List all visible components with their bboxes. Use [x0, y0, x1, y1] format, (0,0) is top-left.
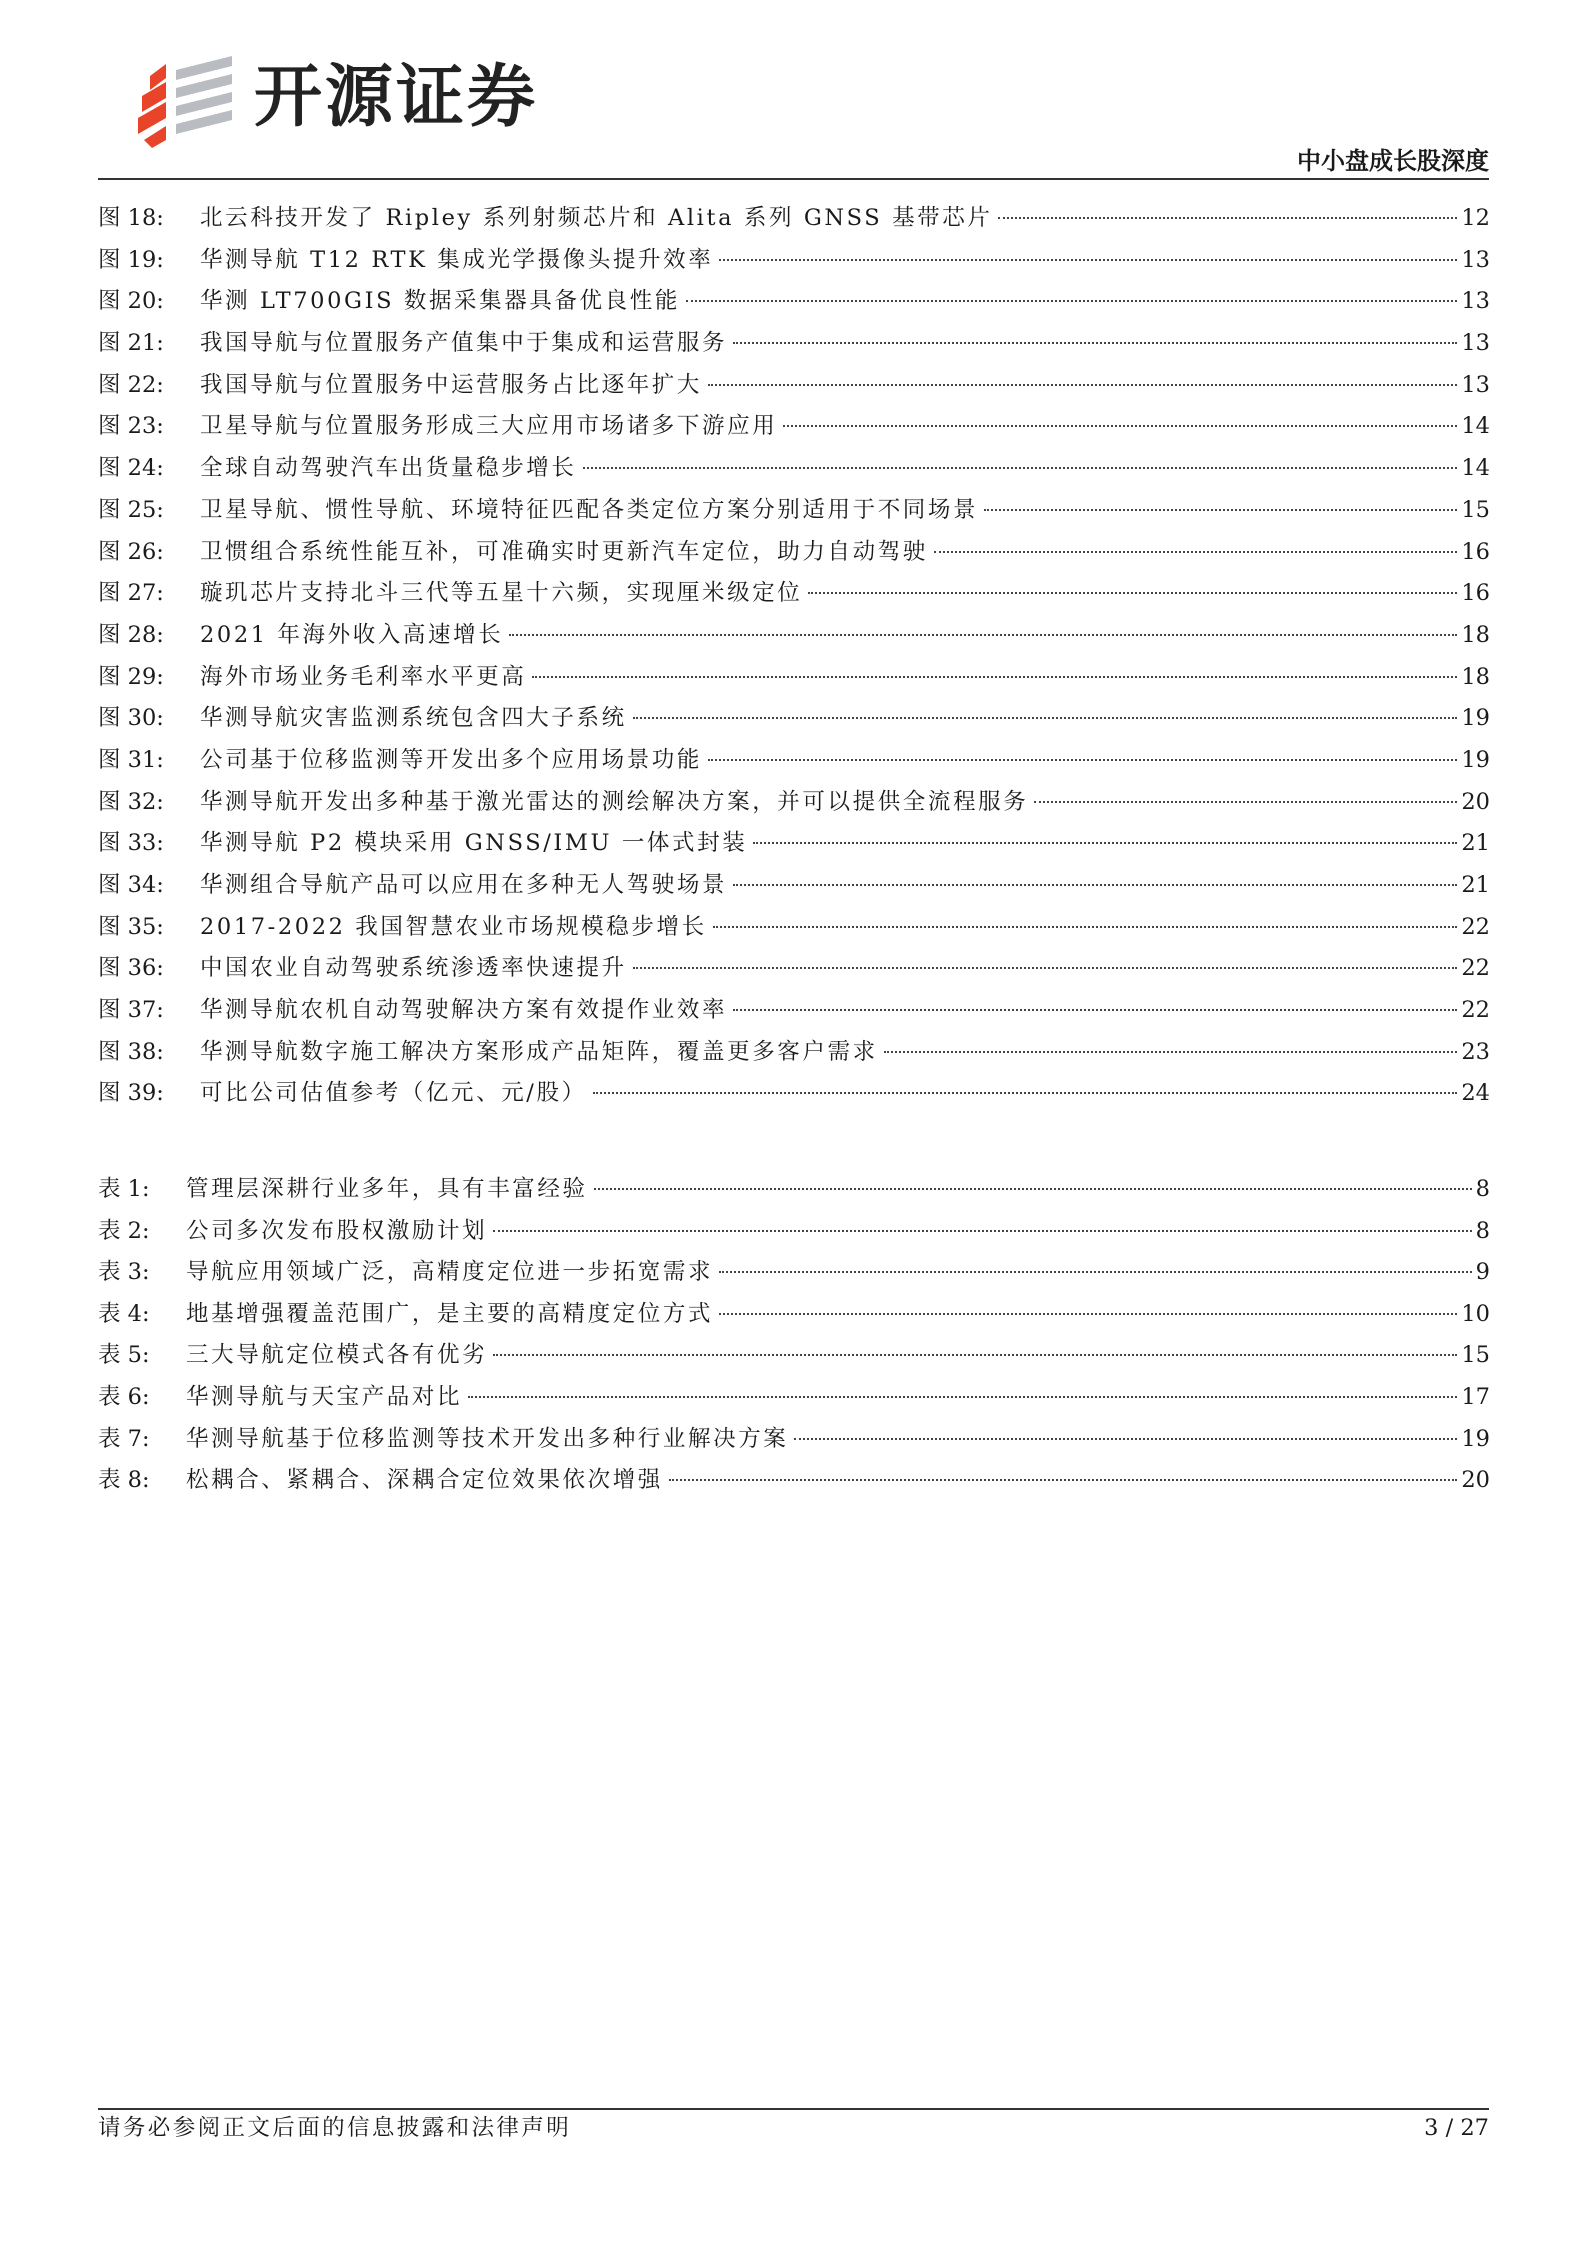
figure-entry[interactable] — [98, 1073, 1490, 1115]
figure-number: 图 29: — [98, 663, 164, 690]
figure-title: 华测导航数字施工解决方案形成产品矩阵，覆盖更多客户需求 — [200, 1038, 878, 1065]
figure-number: 图 33: — [98, 830, 164, 857]
figure-title: 卫星导航、惯性导航、环境特征匹配各类定位方案分别适用于不同场景 — [200, 496, 979, 523]
dot-leader — [984, 508, 1457, 511]
figure-title: 海外市场业务毛利率水平更高 — [200, 663, 527, 690]
table-page: 8 — [1475, 1176, 1490, 1202]
table-page: 10 — [1461, 1300, 1490, 1327]
figure-number: 图 19: — [98, 246, 164, 273]
dot-leader — [713, 925, 1458, 928]
figure-title: 华测导航开发出多种基于激光雷达的测绘解决方案，并可以提供全流程服务 — [200, 788, 1029, 815]
table-index — [98, 1169, 1490, 1502]
figure-entry[interactable] — [98, 406, 1490, 448]
footer-divider — [98, 2108, 1489, 2110]
kaiyuan-logo-icon — [136, 56, 236, 148]
figure-page: 13 — [1461, 246, 1490, 273]
figure-title: 我国导航与位置服务中运营服务占比逐年扩大 — [200, 371, 703, 398]
figure-number: 图 37: — [98, 997, 164, 1024]
dot-leader — [733, 1008, 1457, 1011]
dot-leader — [708, 383, 1457, 386]
header-divider — [98, 178, 1489, 180]
dot-leader — [669, 1478, 1457, 1481]
dot-leader — [783, 424, 1457, 427]
figure-entry[interactable] — [98, 698, 1490, 740]
figure-page: 22 — [1461, 913, 1490, 940]
figure-number: 图 20: — [98, 288, 164, 315]
figure-entry[interactable] — [98, 740, 1490, 782]
figure-title: 可比公司估值参考（亿元、元/股） — [200, 1080, 587, 1107]
table-page: 17 — [1461, 1383, 1490, 1410]
figure-number: 图 24: — [98, 455, 164, 482]
table-number: 表 8: — [98, 1467, 150, 1494]
figure-title: 华测导航 T12 RTK 集成光学摄像头提升效率 — [200, 246, 714, 273]
dot-leader — [808, 591, 1457, 594]
figure-entry[interactable] — [98, 490, 1490, 532]
figure-title: 中国农业自动驾驶系统渗透率快速提升 — [200, 955, 627, 982]
dot-leader — [719, 258, 1457, 261]
figure-page: 19 — [1461, 746, 1490, 773]
figure-title: 华测导航农机自动驾驶解决方案有效提作业效率 — [200, 997, 728, 1024]
figure-page: 16 — [1461, 580, 1490, 607]
dot-leader — [583, 466, 1458, 469]
figure-entry[interactable] — [98, 615, 1490, 657]
dot-leader — [594, 1187, 1472, 1190]
table-title: 三大导航定位模式各有优劣 — [186, 1342, 488, 1369]
table-title: 地基增强覆盖范围广，是主要的高精度定位方式 — [186, 1300, 714, 1327]
figure-number: 图 36: — [98, 955, 164, 982]
table-entry[interactable] — [98, 1335, 1490, 1377]
table-page: 15 — [1461, 1342, 1490, 1369]
figure-title: 华测导航 P2 模块采用 GNSS/IMU 一体式封装 — [200, 830, 748, 857]
dot-leader — [719, 1312, 1457, 1315]
table-title: 公司多次发布股权激励计划 — [186, 1217, 488, 1244]
figure-page: 19 — [1461, 705, 1490, 732]
figure-title: 华测导航灾害监测系统包含四大子系统 — [200, 705, 627, 732]
dot-leader — [934, 550, 1457, 553]
figure-page: 16 — [1461, 538, 1490, 565]
dot-leader — [884, 1050, 1458, 1053]
figure-number: 图 31: — [98, 746, 164, 773]
figure-entry[interactable] — [98, 657, 1490, 699]
figure-entry[interactable] — [98, 198, 1490, 240]
figure-title: 北云科技开发了 Ripley 系列射频芯片和 Alita 系列 GNSS 基带芯片 — [200, 205, 993, 231]
figure-entry[interactable] — [98, 573, 1490, 615]
dot-leader — [593, 1091, 1458, 1094]
figure-number: 图 23: — [98, 413, 164, 440]
table-title: 华测导航与天宝产品对比 — [186, 1383, 463, 1410]
table-title: 松耦合、紧耦合、深耦合定位效果依次增强 — [186, 1467, 663, 1494]
dot-leader — [509, 633, 1457, 636]
figure-entry[interactable] — [98, 948, 1490, 990]
figure-title: 全球自动驾驶汽车出货量稳步增长 — [200, 455, 577, 482]
figure-page: 13 — [1461, 371, 1490, 398]
figure-page: 12 — [1461, 205, 1490, 231]
dot-leader — [794, 1437, 1457, 1440]
table-entry[interactable] — [98, 1169, 1490, 1211]
figure-number: 图 30: — [98, 705, 164, 732]
figure-page: 20 — [1461, 788, 1490, 815]
figure-title: 华测 LT700GIS 数据采集器具备优良性能 — [200, 288, 680, 315]
figure-entry[interactable] — [98, 448, 1490, 490]
table-entry[interactable] — [98, 1377, 1490, 1419]
figure-entry[interactable] — [98, 782, 1490, 824]
table-entry[interactable] — [98, 1211, 1490, 1253]
table-page: 8 — [1475, 1217, 1490, 1244]
dot-leader — [532, 675, 1457, 678]
table-entry[interactable] — [98, 1460, 1490, 1502]
dot-leader — [493, 1229, 1471, 1232]
figure-page: 14 — [1461, 455, 1490, 482]
figure-page: 14 — [1461, 413, 1490, 440]
dot-leader — [733, 341, 1457, 344]
table-number: 表 3: — [98, 1259, 150, 1286]
figure-page: 21 — [1461, 830, 1490, 857]
figure-title: 璇玑芯片支持北斗三代等五星十六频，实现厘米级定位 — [200, 580, 803, 607]
figure-entry[interactable] — [98, 532, 1490, 574]
dot-leader — [708, 758, 1457, 761]
figure-entry[interactable] — [98, 240, 1490, 282]
figure-entry[interactable] — [98, 907, 1490, 949]
figure-page: 18 — [1461, 621, 1490, 648]
dot-leader — [998, 216, 1457, 219]
dot-leader — [1034, 800, 1457, 803]
figure-index — [98, 198, 1490, 1115]
table-title: 华测导航基于位移监测等技术开发出多种行业解决方案 — [186, 1425, 789, 1452]
table-title: 管理层深耕行业多年，具有丰富经验 — [186, 1176, 588, 1202]
figure-page: 24 — [1461, 1080, 1490, 1107]
figure-number: 图 39: — [98, 1080, 164, 1107]
figure-entry[interactable] — [98, 823, 1490, 865]
brand-name: 开源证券 — [254, 58, 539, 137]
page-number: 3 / 27 — [1424, 2115, 1489, 2141]
table-page: 9 — [1475, 1259, 1490, 1286]
figure-entry[interactable] — [98, 1032, 1490, 1074]
figure-entry[interactable] — [98, 990, 1490, 1032]
figure-number: 图 18: — [98, 205, 164, 231]
figure-title: 卫惯组合系统性能互补，可准确实时更新汽车定位，助力自动驾驶 — [200, 538, 928, 565]
figure-entry[interactable] — [98, 281, 1490, 323]
figure-number: 图 25: — [98, 496, 164, 523]
figure-number: 图 26: — [98, 538, 164, 565]
dot-leader — [686, 299, 1457, 302]
figure-entry[interactable] — [98, 323, 1490, 365]
figure-page: 13 — [1461, 288, 1490, 315]
table-number: 表 7: — [98, 1425, 150, 1452]
table-entry[interactable] — [98, 1252, 1490, 1294]
figure-number: 图 27: — [98, 580, 164, 607]
table-number: 表 1: — [98, 1176, 150, 1202]
dot-leader — [493, 1353, 1457, 1356]
report-type-label: 中小盘成长股深度 — [1297, 146, 1489, 175]
figure-number: 图 32: — [98, 788, 164, 815]
footer-disclaimer: 请务必参阅正文后面的信息披露和法律声明 — [98, 2115, 572, 2141]
figure-number: 图 34: — [98, 872, 164, 898]
figure-page: 13 — [1461, 330, 1490, 357]
table-page: 20 — [1461, 1467, 1490, 1494]
figure-number: 图 21: — [98, 330, 164, 357]
table-page: 19 — [1461, 1425, 1490, 1452]
figure-number: 图 35: — [98, 913, 164, 940]
dot-leader — [733, 883, 1457, 886]
figure-page: 22 — [1461, 955, 1490, 982]
table-entry[interactable] — [98, 1294, 1490, 1336]
figure-page: 18 — [1461, 663, 1490, 690]
table-title: 导航应用领域广泛，高精度定位进一步拓宽需求 — [186, 1259, 714, 1286]
dot-leader — [633, 966, 1458, 969]
figure-title: 公司基于位移监测等开发出多个应用场景功能 — [200, 746, 703, 773]
table-number: 表 4: — [98, 1300, 150, 1327]
figure-title: 华测组合导航产品可以应用在多种无人驾驶场景 — [200, 872, 728, 898]
table-entry[interactable] — [98, 1419, 1490, 1461]
figure-entry[interactable] — [98, 865, 1490, 907]
dot-leader — [468, 1395, 1457, 1398]
table-number: 表 2: — [98, 1217, 150, 1244]
figure-title: 我国导航与位置服务产值集中于集成和运营服务 — [200, 330, 728, 357]
dot-leader — [633, 716, 1458, 719]
table-number: 表 6: — [98, 1383, 150, 1410]
figure-title: 卫星导航与位置服务形成三大应用市场诸多下游应用 — [200, 413, 778, 440]
figure-page: 22 — [1461, 997, 1490, 1024]
figure-title: 2021 年海外收入高速增长 — [200, 621, 504, 648]
figure-number: 图 28: — [98, 621, 164, 648]
figure-page: 21 — [1461, 872, 1490, 898]
figure-number: 图 22: — [98, 371, 164, 398]
table-number: 表 5: — [98, 1342, 150, 1369]
dot-leader — [753, 841, 1457, 844]
figure-title: 2017-2022 我国智慧农业市场规模稳步增长 — [200, 913, 707, 940]
dot-leader — [719, 1270, 1472, 1273]
page-header — [0, 0, 1587, 182]
figure-entry[interactable] — [98, 365, 1490, 407]
figure-page: 23 — [1461, 1038, 1490, 1065]
figure-page: 15 — [1461, 496, 1490, 523]
figure-number: 图 38: — [98, 1038, 164, 1065]
